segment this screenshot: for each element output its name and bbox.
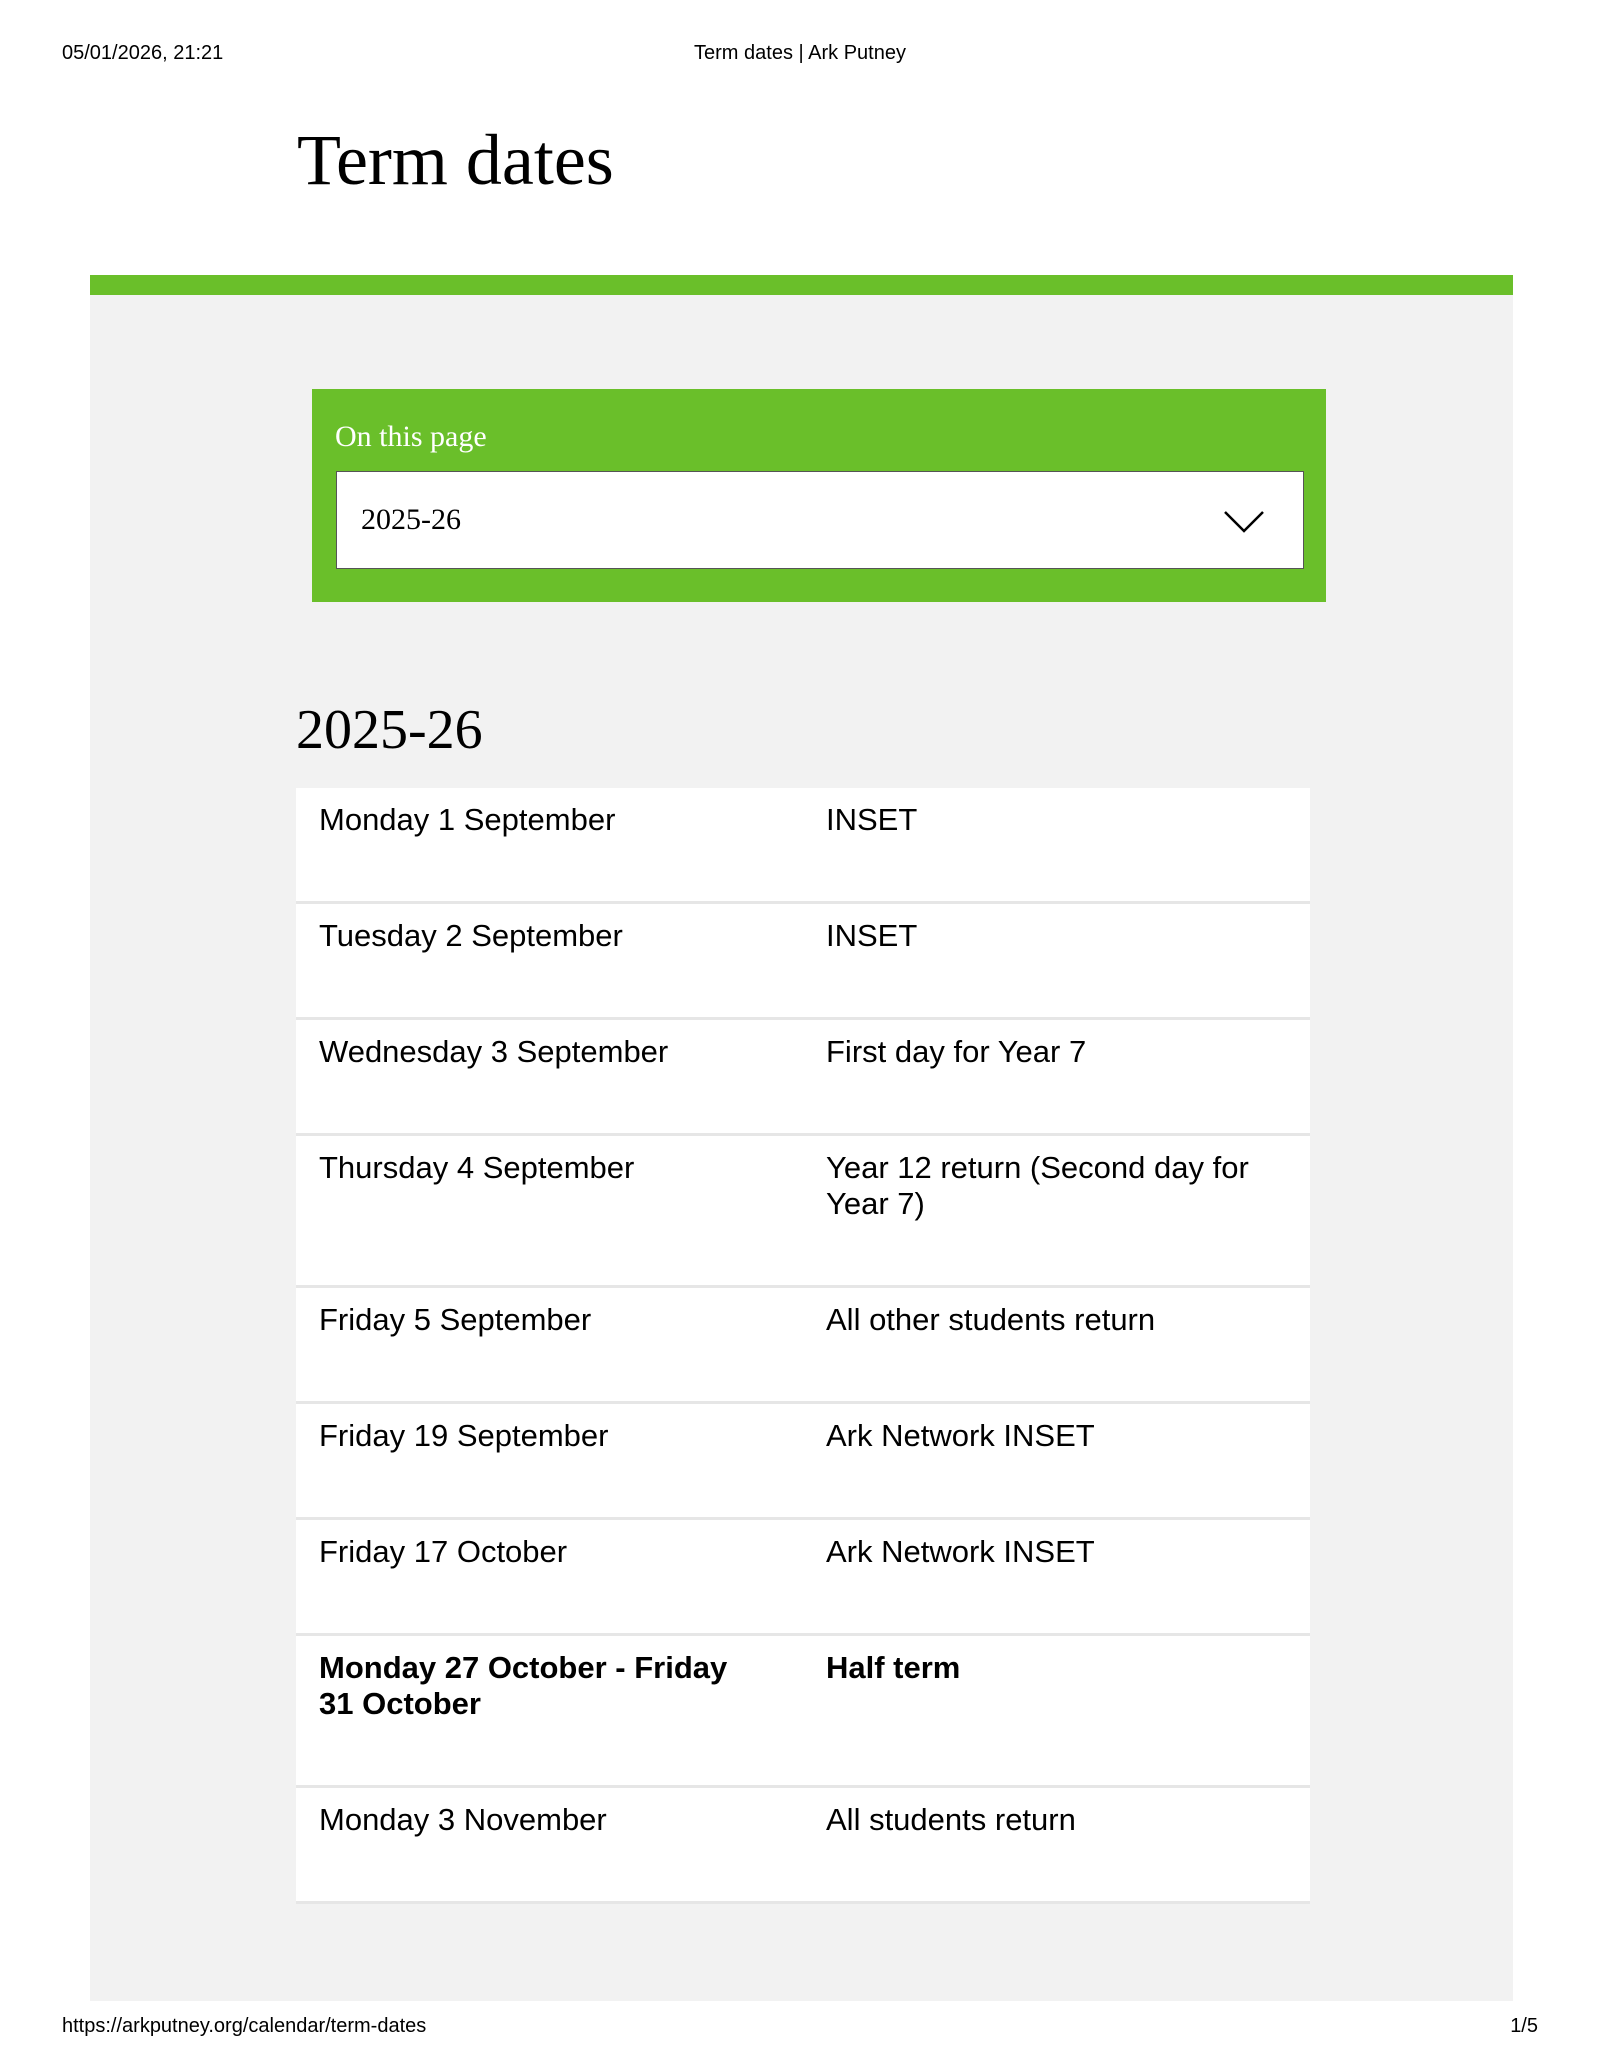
table-row: [296, 1788, 1310, 1904]
row-event: First day for Year 7: [826, 1034, 1087, 1069]
row-event: Ark Network INSET: [826, 1418, 1095, 1453]
table-row: [296, 788, 1310, 904]
row-date: Friday 5 September: [319, 1302, 592, 1337]
row-event: All other students return: [826, 1302, 1156, 1337]
row-event: INSET: [826, 802, 918, 837]
row-date: Friday 17 October: [319, 1534, 568, 1569]
print-page-number: 1/5: [1510, 2015, 1538, 2037]
page-title: Term dates: [297, 120, 614, 200]
print-page-title: Term dates | Ark Putney: [694, 42, 906, 64]
print-url: https://arkputney.org/calendar/term-dates: [62, 2015, 427, 2037]
section-select-value: 2025-26: [361, 503, 461, 536]
row-date: Monday 27 October - Friday 31 October: [319, 1650, 728, 1721]
table-row: [296, 904, 1310, 1020]
row-event: Half term: [826, 1650, 961, 1685]
row-event: INSET: [826, 918, 918, 953]
row-event: All students return: [826, 1802, 1076, 1837]
row-date: Wednesday 3 September: [319, 1034, 669, 1069]
row-date: Monday 3 November: [319, 1802, 607, 1837]
row-event: Year 12 return (Second day for Year 7): [826, 1150, 1249, 1221]
table-row: [296, 1288, 1310, 1404]
print-datetime: 05/01/2026, 21:21: [62, 42, 224, 64]
table-row: [296, 1404, 1310, 1520]
section-select[interactable]: [336, 471, 1304, 569]
row-date: Friday 19 September: [319, 1418, 609, 1453]
on-this-page-box: [312, 389, 1326, 602]
row-event: Ark Network INSET: [826, 1534, 1095, 1569]
term-dates-table: [296, 788, 1310, 1904]
on-this-page-label: On this page: [335, 420, 487, 453]
row-date: Tuesday 2 September: [319, 918, 623, 953]
row-date: Monday 1 September: [319, 802, 616, 837]
print-header: [62, 40, 1538, 66]
table-row: [296, 1020, 1310, 1136]
table-row: [296, 1520, 1310, 1636]
table-row: [296, 1636, 1310, 1788]
section-heading: 2025-26: [296, 699, 483, 761]
accent-divider: [90, 275, 1513, 295]
chevron-down-icon[interactable]: [1223, 510, 1265, 534]
table-row: [296, 1136, 1310, 1288]
print-footer: [62, 2013, 1538, 2039]
row-date: Thursday 4 September: [319, 1150, 635, 1185]
